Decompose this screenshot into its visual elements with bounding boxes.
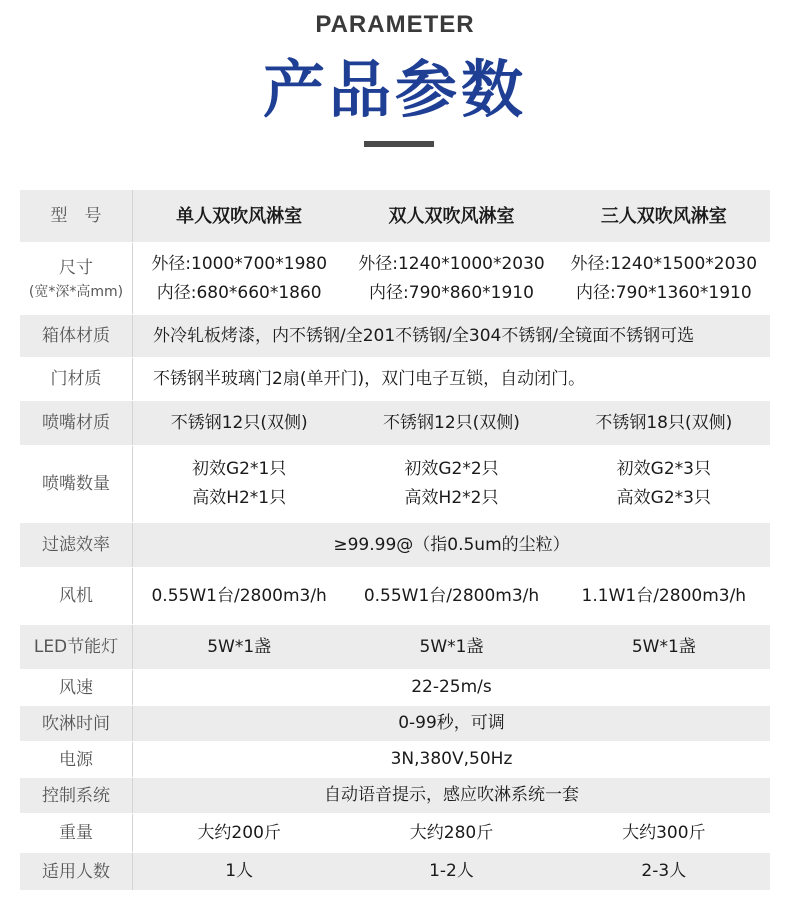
persons-label: 适用人数 (20, 853, 133, 890)
door-material-value: 不锈钢半玻璃门2扇(单开门)，双门电子互锁，自动闭门。 (153, 368, 586, 389)
table-cell (133, 243, 345, 314)
primary-filter: 初效G2*3只 (616, 459, 711, 479)
wind-speed-value: 22-25m/s (411, 677, 492, 697)
table-cell: 大约300斤 (622, 822, 706, 843)
table-cell: 不锈钢18只(双侧) (595, 412, 733, 433)
weight-label: 重量 (20, 814, 133, 852)
primary-filter: 初效G2*2只 (404, 459, 499, 479)
table-cell: 大约280斤 (409, 822, 494, 843)
hepa-filter: 高效H2*2只 (404, 488, 499, 508)
box-material-label: 箱体材质 (20, 315, 133, 357)
model-name: 三人双吹风淋室 (600, 205, 727, 227)
hepa-filter: 高效H2*1只 (192, 488, 287, 508)
table-row-power (20, 741, 770, 777)
inner-size: 内径:790*1360*1910 (575, 282, 752, 303)
table-row-shower-time (20, 705, 770, 741)
control-value: 自动语音提示，感应吹淋系统一套 (324, 785, 579, 805)
table-row-box-material (20, 314, 770, 357)
primary-filter: 初效G2*1只 (192, 459, 287, 479)
size-label: 尺寸 (59, 257, 93, 278)
row-label (20, 243, 133, 314)
table-cell: 0.55W1台/2800m3/h (363, 585, 540, 606)
inner-size: 内径:680*660*1860 (156, 282, 322, 303)
table-header-row (20, 190, 770, 242)
table-cell: 0.55W1台/2800m3/h (151, 585, 327, 606)
table-row-filter-efficiency (20, 522, 770, 567)
table-cell (345, 446, 557, 522)
table-row-fan (20, 567, 770, 624)
table-cell (558, 446, 770, 522)
table-cell: 5W*1盏 (419, 636, 484, 657)
table-row-weight (20, 813, 770, 852)
door-material-label: 门材质 (20, 358, 133, 400)
nozzle-material-label: 喷嘴材质 (20, 401, 133, 445)
led-label: LED节能灯 (20, 625, 133, 669)
wind-speed-label: 风速 (20, 670, 133, 705)
filter-efficiency-label: 过滤效率 (20, 523, 133, 567)
table-cell: 不锈钢12只(双侧) (170, 412, 308, 433)
control-label: 控制系统 (20, 778, 133, 813)
page-title: 产品参数 (262, 53, 527, 126)
model-label: 型 号 (20, 190, 133, 242)
table-cell: 1.1W1台/2800m3/h (581, 585, 747, 606)
table-row-door-material (20, 357, 770, 400)
power-label: 电源 (20, 742, 133, 777)
hepa-filter: 高效G2*3只 (616, 488, 711, 508)
outer-size: 外径:1240*1000*2030 (358, 253, 545, 274)
table-cell (345, 243, 557, 314)
table-cell: 不锈钢12只(双侧) (383, 412, 520, 433)
section-eyebrow: PARAMETER (315, 11, 475, 38)
parameter-table (20, 190, 770, 890)
shower-time-value: 0-99秒，可调 (398, 713, 505, 733)
table-row-nozzle-material (20, 400, 770, 445)
outer-size: 外径:1000*700*1980 (151, 253, 328, 274)
table-cell: 5W*1盏 (631, 636, 696, 657)
table-cell: 5W*1盏 (207, 636, 272, 657)
shower-time-label: 吹淋时间 (20, 706, 133, 741)
model-name: 单人双吹风淋室 (176, 205, 303, 227)
table-row-size (20, 242, 770, 314)
table-cell: 大约200斤 (197, 822, 281, 843)
table-row-nozzle-count (20, 445, 770, 522)
inner-size: 内径:790*860*1910 (369, 282, 534, 303)
fan-label: 风机 (20, 568, 133, 624)
table-cell: 1人 (225, 861, 254, 881)
filter-efficiency-value: ≥99.99@（指0.5um的尘粒） (333, 534, 570, 555)
table-cell: 2-3人 (641, 861, 687, 881)
power-value: 3N,380V,50Hz (390, 749, 513, 769)
table-cell: 1-2人 (429, 861, 474, 881)
table-cell (133, 446, 345, 522)
model-name: 双人双吹风淋室 (388, 205, 515, 227)
nozzle-count-label: 喷嘴数量 (20, 446, 133, 522)
outer-size: 外径:1240*1500*2030 (570, 253, 758, 274)
size-unit-label: (宽*深*高mm) (28, 283, 124, 300)
table-row-persons (20, 852, 770, 890)
title-divider (364, 141, 434, 147)
table-cell (558, 243, 770, 314)
table-row-control (20, 777, 770, 813)
box-material-value: 外冷轧板烤漆，内不锈钢/全201不锈钢/全304不锈钢/全镜面不锈钢可选 (153, 325, 695, 346)
table-row-wind-speed (20, 669, 770, 705)
table-row-led (20, 624, 770, 669)
